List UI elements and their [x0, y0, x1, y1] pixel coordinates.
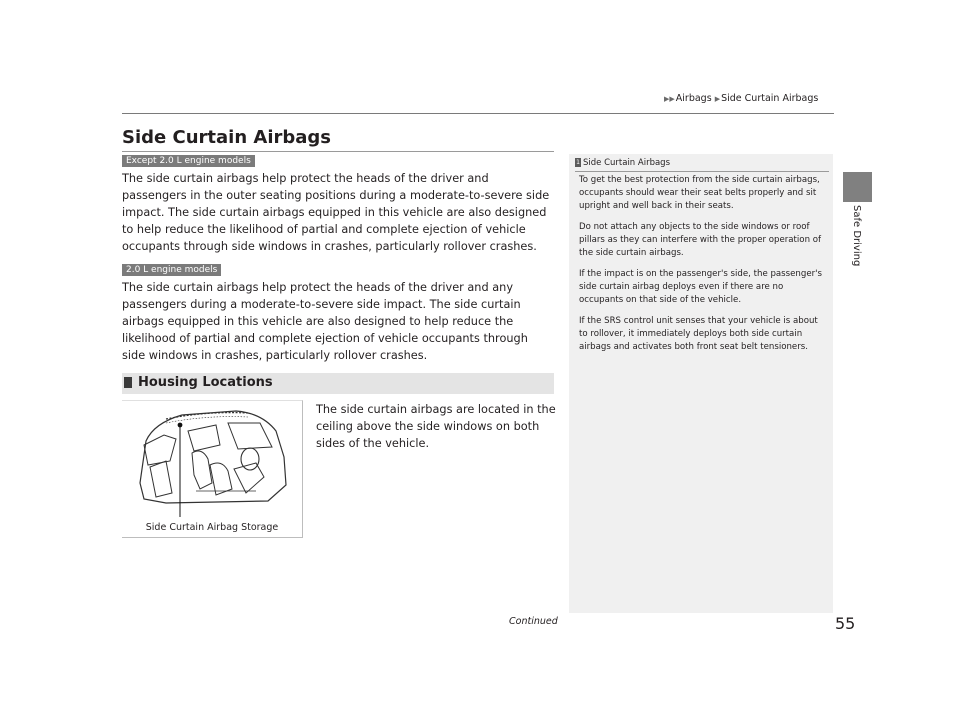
paragraph-except-2-0: The side curtain airbags help protect the heads of the driver and passengers in the outer seating positions during a moderate-to-severe side impact. The side curtain airbags equipped in this vehicle are also designed to help reduce the likelihood of partial and complete ejection of vehicle occupants through side windows in crashes, particularly rollover crashes.: [122, 172, 550, 253]
section-title-housing-locations: Housing Locations: [138, 375, 273, 390]
note-paragraph: If the SRS control unit senses that your vehicle is about to rollover, it immediately deploys both side curtain airbags and activates both front seat belt tensioners.: [579, 316, 818, 352]
breadcrumb-item-airbags: Airbags: [675, 93, 712, 104]
section-tab-label: Safe Driving: [851, 205, 862, 267]
car-interior-illustration: [136, 405, 288, 517]
page-title: Side Curtain Airbags: [122, 127, 332, 148]
figure-caption: Side Curtain Airbag Storage: [145, 522, 279, 533]
note-number-badge: 1: [576, 159, 580, 166]
note-title: Side Curtain Airbags: [583, 158, 670, 168]
continued-label: Continued: [509, 616, 558, 627]
note-divider: [575, 171, 829, 172]
note-paragraph: If the impact is on the passenger's side, the passenger's side curtain airbag deploys even if there are no occupants on that side of the vehicle.: [579, 269, 822, 305]
note-paragraph: Do not attach any objects to the side windows or roof pillars as they can interfere with the proper operation of the side curtain airbags.: [579, 222, 822, 258]
section-square-icon: [124, 377, 132, 388]
housing-description: The side curtain airbags are located in the ceiling above the side windows on both sides of the vehicle.: [316, 403, 556, 450]
paragraph-2-0: The side curtain airbags help protect the heads of the driver and any passengers during a moderate-to-severe side impact. The side curtain airbags equipped in this vehicle are also designed to help reduce the likelihood of partial and complete ejection of vehicle occupants through side windows in crashes, particularly rollover crashes.: [122, 281, 528, 362]
breadcrumb-item-side-curtain-airbags: Side Curtain Airbags: [721, 93, 819, 104]
page-number: 55: [835, 614, 856, 633]
header-divider: [122, 113, 834, 114]
airbag-location-figure: [122, 400, 303, 538]
section-tab-marker: [843, 172, 872, 202]
triangle-right-icon: ▶: [714, 95, 721, 103]
triangle-right-icon: ▶▶: [664, 95, 675, 103]
note-header: [575, 158, 670, 168]
engine-tag-except-2-0: Except 2.0 L engine models: [122, 155, 255, 167]
engine-tag-2-0: 2.0 L engine models: [122, 264, 221, 276]
breadcrumb: [664, 93, 818, 104]
side-note-box: [569, 154, 833, 613]
note-body: [579, 174, 829, 362]
note-paragraph: To get the best protection from the side curtain airbags, occupants should wear their seat belts properly and sit upright and well back in their seats.: [579, 175, 820, 211]
title-divider: [122, 151, 554, 152]
